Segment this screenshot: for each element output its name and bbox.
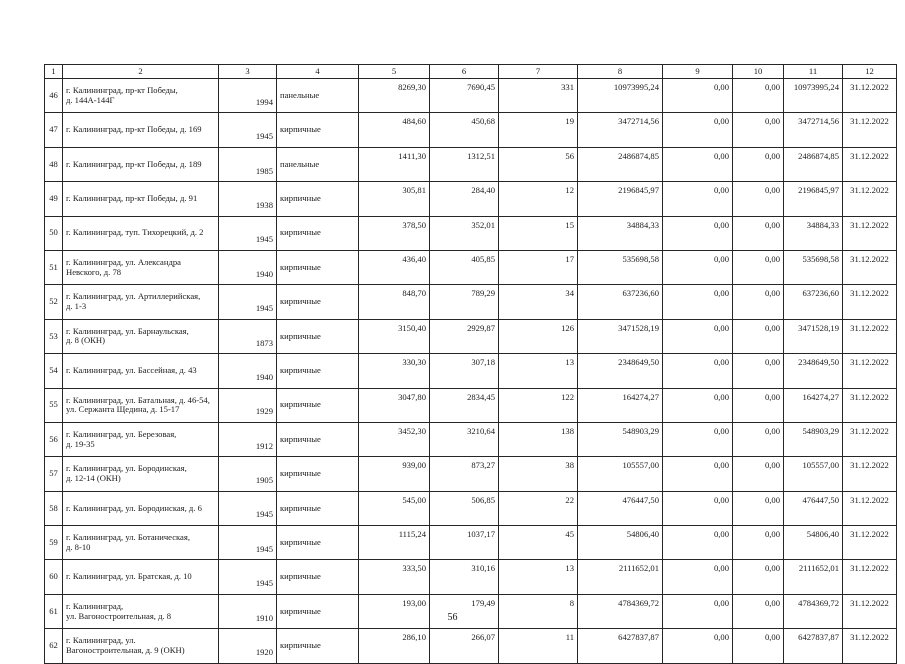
column-6-cell: 1037,17	[430, 526, 499, 560]
year-built-cell: 1945	[219, 526, 277, 560]
year-built-cell: 1905	[219, 457, 277, 491]
address-cell	[63, 388, 219, 422]
column-5-cell: 8269,30	[359, 79, 430, 113]
year-built-cell: 1873	[219, 319, 277, 353]
column-10-cell: 0,00	[733, 457, 784, 491]
column-8-cell: 105557,00	[578, 457, 663, 491]
address-line: г. Калининград, ул. Бассейная, д. 43	[66, 365, 197, 375]
year-built-cell: 1912	[219, 422, 277, 456]
column-9-cell: 0,00	[663, 560, 733, 594]
row-number-cell: 47	[45, 113, 63, 147]
address-line: г. Калининград,	[66, 600, 124, 611]
date-cell: 31.12.2022	[843, 457, 897, 491]
address-line: д. 12-14 (ОКН)	[66, 472, 121, 483]
column-9-cell: 0,00	[663, 147, 733, 181]
column-11-cell: 2196845,97	[784, 182, 843, 216]
date-cell: 31.12.2022	[843, 216, 897, 250]
column-6-cell: 789,29	[430, 285, 499, 319]
column-9-cell: 0,00	[663, 388, 733, 422]
address-cell	[63, 354, 219, 388]
year-built-cell: 1985	[219, 147, 277, 181]
column-6-cell: 310,16	[430, 560, 499, 594]
wall-material-cell: кирпичные	[277, 216, 359, 250]
column-11-cell: 535698,58	[784, 250, 843, 284]
table-row	[45, 422, 897, 456]
column-9-cell: 0,00	[663, 79, 733, 113]
table-row	[45, 79, 897, 113]
table-row	[45, 113, 897, 147]
column-10-cell: 0,00	[733, 594, 784, 628]
column-5-cell: 193,00	[359, 594, 430, 628]
row-number-cell: 62	[45, 629, 63, 663]
column-9-cell: 0,00	[663, 113, 733, 147]
column-header-9: 9	[663, 65, 733, 79]
row-number-cell: 58	[45, 491, 63, 525]
address-line: г. Калининград, ул.	[66, 635, 136, 646]
column-10-cell: 0,00	[733, 182, 784, 216]
column-7-cell: 122	[499, 388, 578, 422]
column-11-cell: 105557,00	[784, 457, 843, 491]
table-row	[45, 285, 897, 319]
column-5-cell: 436,40	[359, 250, 430, 284]
column-7-cell: 56	[499, 147, 578, 181]
date-cell: 31.12.2022	[843, 250, 897, 284]
column-11-cell: 2486874,85	[784, 147, 843, 181]
table-row	[45, 216, 897, 250]
date-cell: 31.12.2022	[843, 182, 897, 216]
column-11-cell: 6427837,87	[784, 629, 843, 663]
wall-material-cell: кирпичные	[277, 526, 359, 560]
column-10-cell: 0,00	[733, 491, 784, 525]
column-11-cell: 2348649,50	[784, 354, 843, 388]
column-number-header-row	[45, 65, 897, 79]
row-number-cell: 50	[45, 216, 63, 250]
year-built-cell: 1945	[219, 491, 277, 525]
address-line: г. Калининград, пр-кт Победы,	[66, 85, 178, 96]
address-cell	[63, 457, 219, 491]
column-10-cell: 0,00	[733, 354, 784, 388]
column-10-cell: 0,00	[733, 388, 784, 422]
column-9-cell: 0,00	[663, 629, 733, 663]
wall-material-cell: панельные	[277, 147, 359, 181]
column-5-cell: 484,60	[359, 113, 430, 147]
address-line: г. Калининград, ул. Барнаульская,	[66, 325, 189, 336]
table-row	[45, 250, 897, 284]
address-line: д. 19-35	[66, 438, 95, 449]
column-6-cell: 179,49	[430, 594, 499, 628]
column-11-cell: 3471528,19	[784, 319, 843, 353]
column-5-cell: 939,00	[359, 457, 430, 491]
address-cell	[63, 422, 219, 456]
table-row	[45, 354, 897, 388]
column-7-cell: 11	[499, 629, 578, 663]
column-8-cell: 2111652,01	[578, 560, 663, 594]
row-number-cell: 60	[45, 560, 63, 594]
column-header-7: 7	[499, 65, 578, 79]
column-5-cell: 1115,24	[359, 526, 430, 560]
column-8-cell: 535698,58	[578, 250, 663, 284]
column-header-11: 11	[784, 65, 843, 79]
date-cell: 31.12.2022	[843, 560, 897, 594]
column-5-cell: 286,10	[359, 629, 430, 663]
address-line: г. Калининград, ул. Александра	[66, 257, 181, 268]
wall-material-cell: кирпичные	[277, 182, 359, 216]
column-8-cell: 548903,29	[578, 422, 663, 456]
row-number-cell: 49	[45, 182, 63, 216]
column-5-cell: 305,81	[359, 182, 430, 216]
column-5-cell: 330,30	[359, 354, 430, 388]
address-line: г. Калининград, туп. Тихорецкий, д. 2	[66, 227, 204, 238]
date-cell: 31.12.2022	[843, 79, 897, 113]
year-built-cell: 1945	[219, 560, 277, 594]
column-7-cell: 126	[499, 319, 578, 353]
address-line: д. 8 (ОКН)	[66, 335, 105, 346]
column-8-cell: 6427837,87	[578, 629, 663, 663]
column-10-cell: 0,00	[733, 79, 784, 113]
wall-material-cell: кирпичные	[277, 285, 359, 319]
row-number-cell: 48	[45, 147, 63, 181]
address-line: г. Калининград, ул. Батальная, д. 46-54,	[66, 394, 210, 405]
column-6-cell: 1312,51	[430, 147, 499, 181]
year-built-cell: 1910	[219, 594, 277, 628]
column-8-cell: 476447,50	[578, 491, 663, 525]
address-line: г. Калининград, ул. Бородинская, д. 6	[66, 502, 202, 513]
date-cell: 31.12.2022	[843, 147, 897, 181]
building-register-table	[44, 64, 897, 664]
column-10-cell: 0,00	[733, 113, 784, 147]
date-cell: 31.12.2022	[843, 629, 897, 663]
column-7-cell: 17	[499, 250, 578, 284]
wall-material-cell: кирпичные	[277, 560, 359, 594]
table-row	[45, 182, 897, 216]
table-row	[45, 560, 897, 594]
column-header-8: 8	[578, 65, 663, 79]
year-built-cell: 1945	[219, 285, 277, 319]
column-8-cell: 2196845,97	[578, 182, 663, 216]
row-number-cell: 52	[45, 285, 63, 319]
column-7-cell: 12	[499, 182, 578, 216]
column-11-cell: 10973995,24	[784, 79, 843, 113]
row-number-cell: 53	[45, 319, 63, 353]
register-body	[45, 79, 897, 664]
column-6-cell: 405,85	[430, 250, 499, 284]
wall-material-cell: кирпичные	[277, 422, 359, 456]
column-9-cell: 0,00	[663, 422, 733, 456]
column-10-cell: 0,00	[733, 285, 784, 319]
column-10-cell: 0,00	[733, 629, 784, 663]
column-8-cell: 637236,60	[578, 285, 663, 319]
date-cell: 31.12.2022	[843, 354, 897, 388]
year-built-cell: 1940	[219, 354, 277, 388]
column-8-cell: 2486874,85	[578, 147, 663, 181]
column-header-1: 1	[45, 65, 63, 79]
wall-material-cell: кирпичные	[277, 319, 359, 353]
row-number-cell: 51	[45, 250, 63, 284]
column-7-cell: 34	[499, 285, 578, 319]
column-header-12: 12	[843, 65, 897, 79]
column-5-cell: 1411,30	[359, 147, 430, 181]
column-5-cell: 545,00	[359, 491, 430, 525]
date-cell: 31.12.2022	[843, 388, 897, 422]
column-7-cell: 8	[499, 594, 578, 628]
address-line: г. Калининград, пр-кт Победы, д. 189	[66, 158, 202, 169]
column-6-cell: 352,01	[430, 216, 499, 250]
column-header-6: 6	[430, 65, 499, 79]
column-8-cell: 2348649,50	[578, 354, 663, 388]
table-row	[45, 319, 897, 353]
column-7-cell: 13	[499, 560, 578, 594]
address-line: г. Калининград, ул. Братская, д. 10	[66, 571, 192, 582]
address-line: г. Калининград, пр-кт Победы, д. 169	[66, 124, 202, 135]
column-11-cell: 54806,40	[784, 526, 843, 560]
column-7-cell: 22	[499, 491, 578, 525]
column-5-cell: 378,50	[359, 216, 430, 250]
address-line: г. Калининград, ул. Артиллерийская,	[66, 291, 201, 302]
column-7-cell: 38	[499, 457, 578, 491]
column-9-cell: 0,00	[663, 457, 733, 491]
year-built-cell: 1994	[219, 79, 277, 113]
address-line: г. Калининград, ул. Бородинская,	[66, 463, 187, 474]
address-line: д. 144А-144Г	[66, 94, 115, 105]
column-8-cell: 4784369,72	[578, 594, 663, 628]
column-10-cell: 0,00	[733, 147, 784, 181]
table-row	[45, 457, 897, 491]
row-number-cell: 54	[45, 354, 63, 388]
address-cell	[63, 216, 219, 250]
row-number-cell: 55	[45, 388, 63, 422]
column-5-cell: 3452,30	[359, 422, 430, 456]
date-cell: 31.12.2022	[843, 285, 897, 319]
column-9-cell: 0,00	[663, 285, 733, 319]
address-line: ул. Сержанта Щедина, д. 15-17	[66, 404, 180, 415]
year-built-cell: 1940	[219, 250, 277, 284]
address-cell	[63, 79, 219, 113]
year-built-cell: 1929	[219, 388, 277, 422]
column-7-cell: 45	[499, 526, 578, 560]
wall-material-cell: кирпичные	[277, 113, 359, 147]
date-cell: 31.12.2022	[843, 422, 897, 456]
address-cell	[63, 182, 219, 216]
column-10-cell: 0,00	[733, 250, 784, 284]
column-11-cell: 2111652,01	[784, 560, 843, 594]
column-6-cell: 3210,64	[430, 422, 499, 456]
column-header-2: 2	[63, 65, 219, 79]
date-cell: 31.12.2022	[843, 491, 897, 525]
column-6-cell: 450,68	[430, 113, 499, 147]
column-6-cell: 506,85	[430, 491, 499, 525]
column-7-cell: 331	[499, 79, 578, 113]
column-11-cell: 3472714,56	[784, 113, 843, 147]
address-line: г. Калининград, пр-кт Победы, д. 91	[66, 193, 198, 204]
column-8-cell: 10973995,24	[578, 79, 663, 113]
column-11-cell: 164274,27	[784, 388, 843, 422]
column-8-cell: 54806,40	[578, 526, 663, 560]
column-10-cell: 0,00	[733, 319, 784, 353]
column-10-cell: 0,00	[733, 216, 784, 250]
address-cell	[63, 319, 219, 353]
column-7-cell: 13	[499, 354, 578, 388]
wall-material-cell: кирпичные	[277, 354, 359, 388]
table-row	[45, 491, 897, 525]
column-5-cell: 848,70	[359, 285, 430, 319]
address-cell	[63, 560, 219, 594]
table-row	[45, 147, 897, 181]
column-8-cell: 34884,33	[578, 216, 663, 250]
column-9-cell: 0,00	[663, 319, 733, 353]
page-number: 56	[447, 612, 458, 623]
column-6-cell: 266,07	[430, 629, 499, 663]
row-number-cell: 57	[45, 457, 63, 491]
address-line: Невского, д. 78	[66, 266, 122, 277]
date-cell: 31.12.2022	[843, 594, 897, 628]
date-cell: 31.12.2022	[843, 526, 897, 560]
wall-material-cell: кирпичные	[277, 629, 359, 663]
date-cell: 31.12.2022	[843, 113, 897, 147]
year-built-cell: 1920	[219, 629, 277, 663]
column-10-cell: 0,00	[733, 422, 784, 456]
column-11-cell: 548903,29	[784, 422, 843, 456]
address-cell	[63, 526, 219, 560]
column-10-cell: 0,00	[733, 560, 784, 594]
column-6-cell: 7690,45	[430, 79, 499, 113]
column-7-cell: 138	[499, 422, 578, 456]
wall-material-cell: кирпичные	[277, 457, 359, 491]
column-6-cell: 284,40	[430, 182, 499, 216]
column-11-cell: 34884,33	[784, 216, 843, 250]
address-cell	[63, 250, 219, 284]
date-cell: 31.12.2022	[843, 319, 897, 353]
table-row	[45, 388, 897, 422]
column-7-cell: 15	[499, 216, 578, 250]
column-header-10: 10	[733, 65, 784, 79]
column-5-cell: 3150,40	[359, 319, 430, 353]
column-6-cell: 2929,87	[430, 319, 499, 353]
wall-material-cell: кирпичные	[277, 491, 359, 525]
address-line: д. 1-3	[66, 301, 87, 312]
wall-material-cell: кирпичные	[277, 388, 359, 422]
column-5-cell: 333,50	[359, 560, 430, 594]
column-header-3: 3	[219, 65, 277, 79]
address-line: ул. Вагоностроительная, д. 8	[66, 610, 172, 621]
address-cell	[63, 147, 219, 181]
address-line: г. Калининград, ул. Ботаническая,	[66, 532, 190, 543]
address-line: г. Калининград, ул. Березовая,	[66, 428, 177, 439]
address-cell	[63, 285, 219, 319]
year-built-cell: 1945	[219, 113, 277, 147]
column-9-cell: 0,00	[663, 250, 733, 284]
row-number-cell: 59	[45, 526, 63, 560]
column-header-4: 4	[277, 65, 359, 79]
column-8-cell: 3472714,56	[578, 113, 663, 147]
column-11-cell: 637236,60	[784, 285, 843, 319]
column-11-cell: 476447,50	[784, 491, 843, 525]
column-6-cell: 307,18	[430, 354, 499, 388]
column-9-cell: 0,00	[663, 594, 733, 628]
year-built-cell: 1938	[219, 182, 277, 216]
column-10-cell: 0,00	[733, 526, 784, 560]
address-cell	[63, 491, 219, 525]
address-line: д. 8-10	[66, 541, 91, 552]
column-6-cell: 2834,45	[430, 388, 499, 422]
year-built-cell: 1945	[219, 216, 277, 250]
column-11-cell: 4784369,72	[784, 594, 843, 628]
wall-material-cell: кирпичные	[277, 594, 359, 628]
column-9-cell: 0,00	[663, 354, 733, 388]
row-number-cell: 61	[45, 594, 63, 628]
column-8-cell: 164274,27	[578, 388, 663, 422]
column-8-cell: 3471528,19	[578, 319, 663, 353]
wall-material-cell: кирпичные	[277, 250, 359, 284]
column-6-cell: 873,27	[430, 457, 499, 491]
wall-material-cell: панельные	[277, 79, 359, 113]
address-line: Вагоностроительная, д. 9 (ОКН)	[66, 644, 185, 655]
table-row	[45, 526, 897, 560]
table-row	[45, 629, 897, 663]
column-9-cell: 0,00	[663, 491, 733, 525]
column-5-cell: 3047,80	[359, 388, 430, 422]
row-number-cell: 46	[45, 79, 63, 113]
address-cell	[63, 629, 219, 663]
column-header-5: 5	[359, 65, 430, 79]
address-cell	[63, 113, 219, 147]
column-9-cell: 0,00	[663, 216, 733, 250]
column-9-cell: 0,00	[663, 182, 733, 216]
column-7-cell: 19	[499, 113, 578, 147]
row-number-cell: 56	[45, 422, 63, 456]
column-9-cell: 0,00	[663, 526, 733, 560]
